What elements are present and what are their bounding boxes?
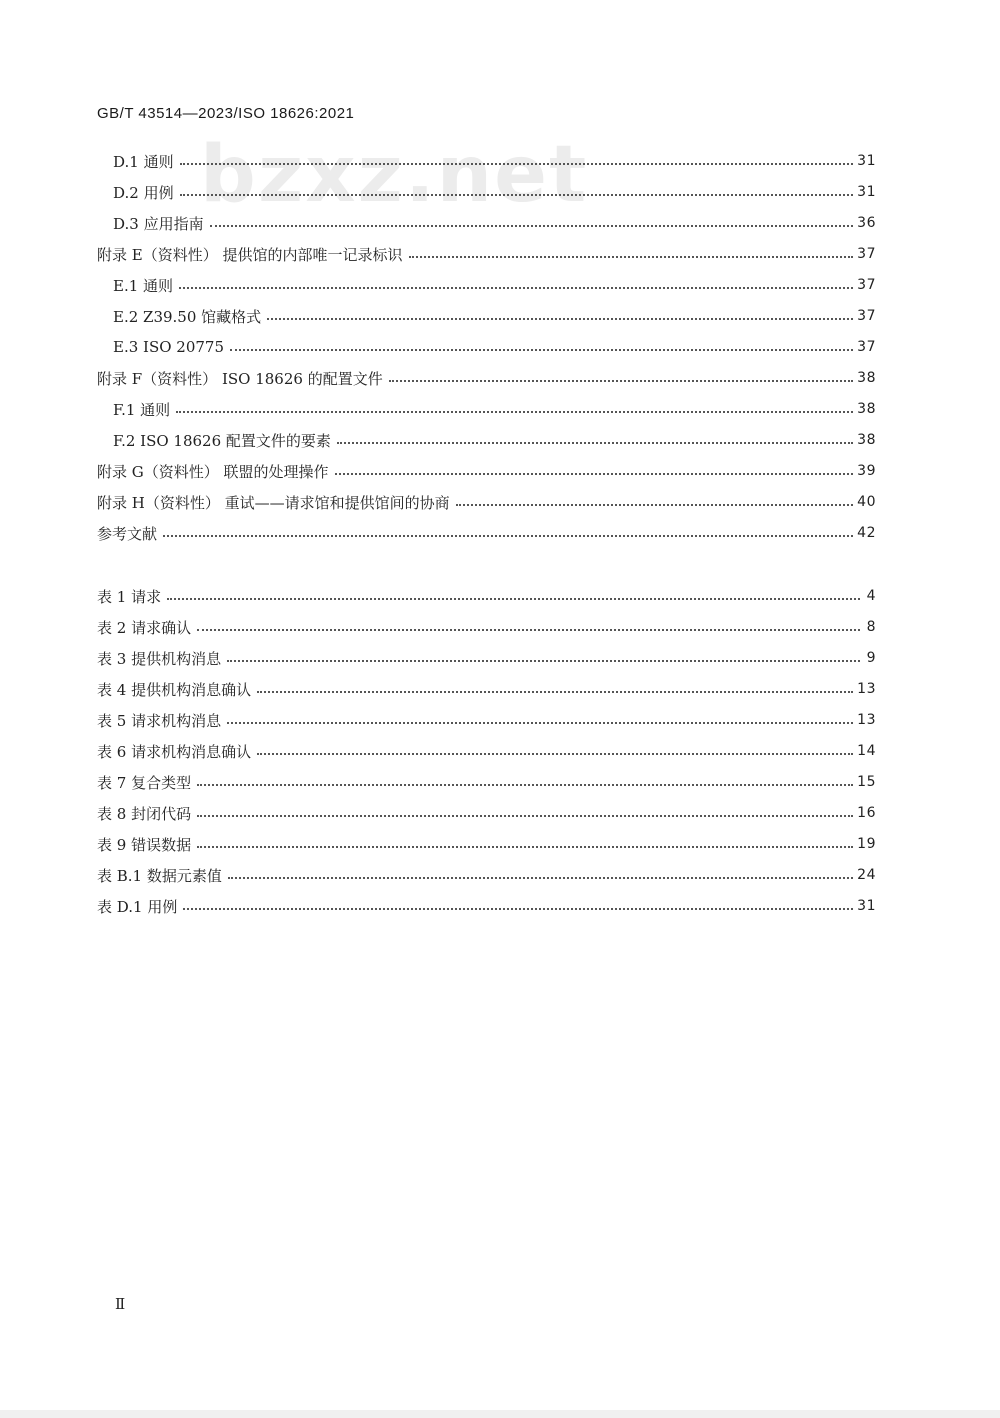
dot-leader [180,194,854,196]
dot-leader [409,256,854,258]
toc-entry-label: 附录 E（资料性） 提供馆的内部唯一记录标识 [97,245,403,264]
toc-entry[interactable] [113,336,876,358]
dot-leader [197,846,853,848]
toc-entry[interactable] [97,460,876,482]
dot-leader [167,598,860,600]
toc-entry[interactable] [97,491,876,513]
table-list-entry[interactable] [97,895,876,917]
table-list-entry[interactable] [97,678,876,700]
table-list-entry[interactable] [97,802,876,824]
dot-leader [230,349,853,351]
dot-leader [389,380,853,382]
toc-entry-page: 38 [857,401,876,417]
toc-entry-label: D.2 用例 [113,183,174,202]
toc-entry[interactable] [97,243,876,265]
table-list-page: 15 [857,774,876,790]
toc-entry-label: E.1 通则 [113,276,174,295]
dot-leader [197,784,853,786]
table-list-page: 19 [857,836,876,852]
toc-entry-label: E.2 Z39.50 馆藏格式 [113,307,262,326]
table-list-page: 8 [866,619,876,635]
toc-entry[interactable] [97,367,876,389]
toc-entry[interactable] [113,305,876,327]
toc-entry-label: F.2 ISO 18626 配置文件的要素 [113,431,331,450]
watermark: bzxz.net [200,130,589,220]
table-list-page: 31 [857,898,876,914]
dot-leader [176,411,853,413]
table-list-page: 13 [857,712,876,728]
toc-entry[interactable] [97,522,876,544]
toc-entry-page: 37 [857,339,876,355]
toc-entry-page: 42 [857,525,876,541]
toc-entry-label: D.3 应用指南 [113,214,204,233]
toc-entry-label: F.1 通则 [113,400,171,419]
table-list-label: 表 5 请求机构消息 [97,711,222,730]
dot-leader [257,691,853,693]
table-list-label: 表 4 提供机构消息确认 [97,680,252,699]
table-list-label: 表 7 复合类型 [97,773,192,792]
dot-leader [337,442,853,444]
table-list-entry[interactable] [97,833,876,855]
toc-entry-page: 31 [857,153,876,169]
table-list-page: 16 [857,805,876,821]
document-header: GB/T 43514—2023/ISO 18626:2021 [97,105,355,122]
toc-entry[interactable] [113,429,876,451]
toc-entry-page: 38 [857,432,876,448]
dot-leader [197,815,853,817]
toc-entry-label: 附录 H（资料性） 重试——请求馆和提供馆间的协商 [97,493,450,512]
toc-entry-label: 附录 G（资料性） 联盟的处理操作 [97,462,329,481]
dot-leader [335,473,854,475]
table-list-entry[interactable] [97,709,876,731]
table-list-page: 9 [866,650,876,666]
dot-leader [227,660,860,662]
toc-entry-label: E.3 ISO 20775 [113,338,225,356]
page-number: Ⅱ [115,1295,126,1313]
toc-entry-page: 36 [857,215,876,231]
toc-entry[interactable] [113,274,876,296]
toc-entry[interactable] [113,150,876,172]
dot-leader [257,753,853,755]
toc-entry[interactable] [113,212,876,234]
table-list-label: 表 B.1 数据元素值 [97,866,222,885]
dot-leader [228,877,853,879]
table-list-label: 表 9 错误数据 [97,835,192,854]
table-list-page: 24 [857,867,876,883]
dot-leader [179,287,853,289]
dot-leader [183,908,853,910]
toc-entry-label: 附录 F（资料性） ISO 18626 的配置文件 [97,369,383,388]
toc-entry-label: 参考文献 [97,524,158,543]
table-list-entry[interactable] [97,771,876,793]
table-list-label: 表 3 提供机构消息 [97,649,222,668]
toc-entry-page: 37 [857,277,876,293]
dot-leader [210,225,854,227]
table-list-entry[interactable] [97,585,876,607]
toc-entry-page: 38 [857,370,876,386]
table-list-page: 4 [866,588,876,604]
table-list-entry[interactable] [97,647,876,669]
dot-leader [267,318,853,320]
toc-entry-page: 37 [857,246,876,262]
table-list-label: 表 2 请求确认 [97,618,192,637]
table-list-label: 表 6 请求机构消息确认 [97,742,252,761]
table-list-entry[interactable] [97,740,876,762]
table-list-label: 表 D.1 用例 [97,897,178,916]
toc-entry-page: 31 [857,184,876,200]
dot-leader [180,163,854,165]
toc-entry[interactable] [113,398,876,420]
table-list-entry[interactable] [97,864,876,886]
dot-leader [163,535,853,537]
toc-entry-page: 39 [857,463,876,479]
toc-entry-page: 40 [857,494,876,510]
dot-leader [197,629,860,631]
table-list-page: 14 [857,743,876,759]
table-list-label: 表 8 封闭代码 [97,804,192,823]
page-edge [0,1410,1000,1418]
dot-leader [227,722,853,724]
table-list-entry[interactable] [97,616,876,638]
toc-entry-page: 37 [857,308,876,324]
toc-entry-label: D.1 通则 [113,152,174,171]
dot-leader [456,504,854,506]
table-list-page: 13 [857,681,876,697]
toc-entry[interactable] [113,181,876,203]
table-list-label: 表 1 请求 [97,587,162,606]
